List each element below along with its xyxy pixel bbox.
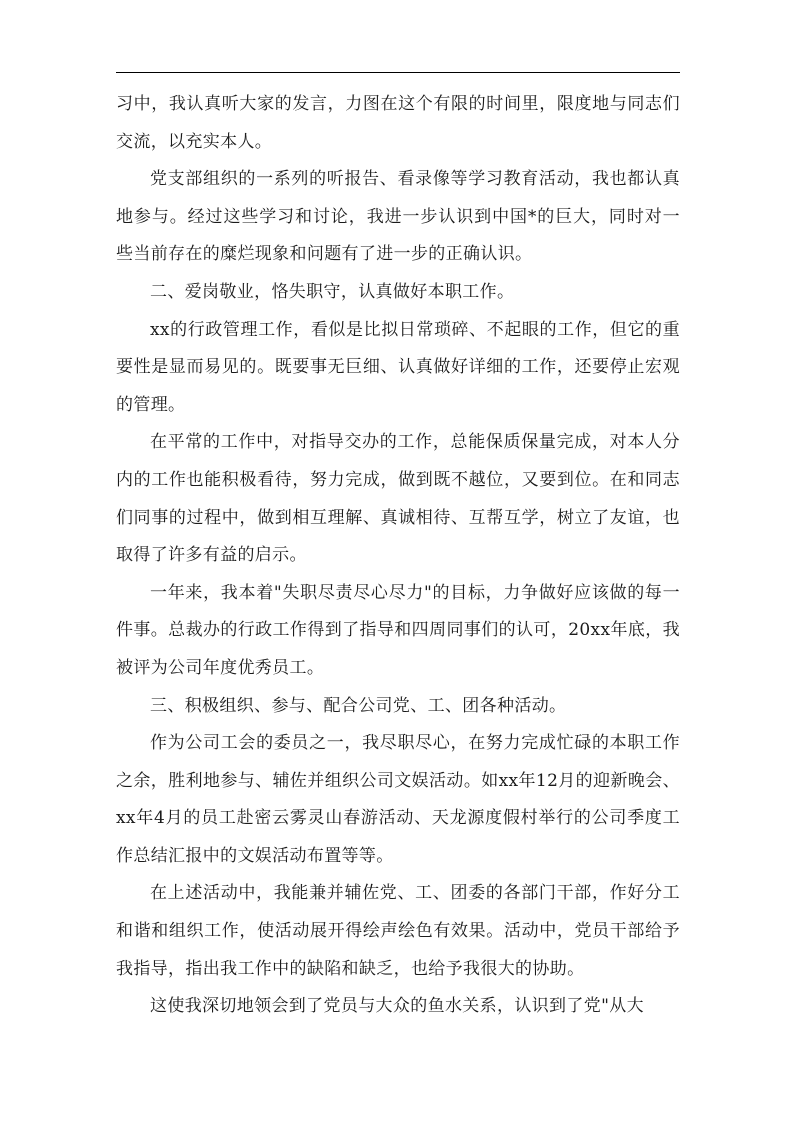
header-rule	[116, 72, 680, 73]
paragraph: 在上述活动中，我能兼并辅佐党、工、团委的各部门干部，作好分工和谐和组织工作，使活动展开得绘声绘色有效果。活动中，党员干部给予我指导，指出我工作中的缺陷和缺乏，也给予我很大的协助。	[116, 883, 680, 979]
section-heading: 三、积极组织、参与、配合公司党、工、团各种活动。	[150, 695, 567, 716]
paragraph: xx的行政管理工作，看似是比拟日常琐碎、不起眼的工作，但它的重要性是显而易见的。既要事无巨细、认真做好详细的工作，还要停止宏观的管理。	[116, 319, 680, 415]
document-body	[116, 86, 680, 1026]
paragraph: 作为公司工会的委员之一，我尽职尽心，在努力完成忙碌的本职工作之余，胜利地参与、辅佐并组织公司文娱活动。如xx年12月的迎新晚会、xx年4月的员工赴密云雾灵山春游活动、天龙源度假村举行的公司季度工作总结汇报中的文娱活动布置等等。	[116, 733, 680, 866]
paragraph: 一年来，我本着"失职尽责尽心尽力"的目标，力争做好应该做的每一件事。总裁办的行政工作得到了指导和四周同事们的认可，20xx年底，我被评为公司年度优秀员工。	[116, 582, 680, 678]
paragraph: 这使我深切地领会到了党员与大众的鱼水关系，认识到了党"从大	[150, 996, 644, 1017]
paragraph-continued: 习中，我认真听大家的发言，力图在这个有限的时间里，限度地与同志们交流，以充实本人。	[116, 94, 680, 152]
paragraph: 党支部组织的一系列的听报告、看录像等学习教育活动，我也都认真地参与。经过这些学习和讨论，我进一步认识到中国*的巨大，同时对一些当前存在的糜烂现象和问题有了进一步的正确认识。	[116, 169, 680, 265]
section-heading: 二、爱岗敬业，恪失职守，认真做好本职工作。	[150, 281, 515, 302]
paragraph: 在平常的工作中，对指导交办的工作，总能保质保量完成，对本人分内的工作也能积极看待，努力完成，做到既不越位，又要到位。在和同志们同事的过程中，做到相互理解、真诚相待、互帮互学，树立了友谊，也取得了许多有益的启示。	[116, 432, 680, 566]
